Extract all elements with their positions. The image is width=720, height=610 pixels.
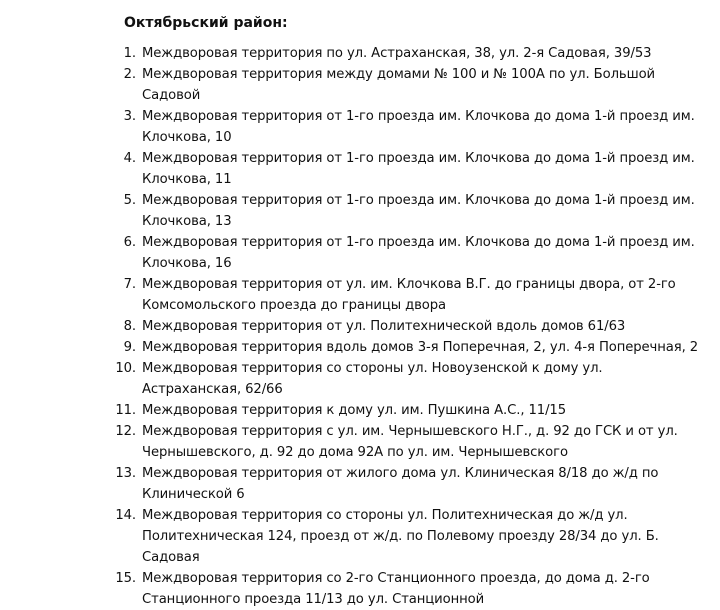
item-text: Междворовая территория со стороны ул. Новоузенской к дому ул. Астраханская, 62/66 <box>142 361 603 397</box>
item-text: Междворовая территория по ул. Астраханская, 38, ул. 2-я Садовая, 39/53 <box>142 46 652 61</box>
territory-list <box>0 43 720 610</box>
item-text: Междворовая территория к дому ул. им. Пушкина А.С., 11/15 <box>142 403 567 418</box>
item-number: 4. <box>123 151 136 166</box>
item-text: Междворовая территория от ул. Политехнической вдоль домов 61/63 <box>142 319 626 334</box>
item-number: 10. <box>115 361 136 376</box>
item-text: Междворовая территория от 1-го проезда им. Клочкова до дома 1-й проезд им. Клочкова, 16 <box>142 235 695 271</box>
item-text: Междворовая территория от 1-го проезда им. Клочкова до дома 1-й проезд им. Клочкова, 10 <box>142 109 695 145</box>
item-text: Междворовая территория вдоль домов 3-я Поперечная, 2, ул. 4-я Поперечная, 2 <box>142 340 699 355</box>
item-number: 2. <box>123 67 136 82</box>
item-text: Междворовая территория между домами № 100 и № 100А по ул. Большой Садовой <box>142 67 656 103</box>
list-item <box>0 463 720 505</box>
item-number: 3. <box>123 109 136 124</box>
list-item <box>0 568 720 610</box>
list-item <box>0 106 720 148</box>
item-text: Междворовая территория от жилого дома ул. Клиническая 8/18 до ж/д по Клинической 6 <box>142 466 659 502</box>
list-item <box>0 64 720 106</box>
list-item <box>0 505 720 568</box>
item-number: 15. <box>115 571 136 586</box>
item-number: 13. <box>115 466 136 481</box>
item-text: Междворовая территория от ул. им. Клочкова В.Г. до границы двора, от 2-го Комсомольского проезда до границы двора <box>142 277 676 313</box>
item-text: Междворовая территория от 1-го проезда им. Клочкова до дома 1-й проезд им. Клочкова, 13 <box>142 193 695 229</box>
item-number: 7. <box>123 277 136 292</box>
item-number: 1. <box>123 46 136 61</box>
list-item <box>0 190 720 232</box>
item-text: Междворовая территория от 1-го проезда им. Клочкова до дома 1-й проезд им. Клочкова, 11 <box>142 151 695 187</box>
item-number: 12. <box>115 424 136 439</box>
item-number: 5. <box>123 193 136 208</box>
list-item <box>0 421 720 463</box>
list-item <box>0 232 720 274</box>
list-item <box>0 148 720 190</box>
list-item <box>0 43 720 64</box>
list-item <box>0 274 720 316</box>
item-number: 9. <box>123 340 136 355</box>
district-heading: Октябрьский район: <box>124 15 288 31</box>
item-text: Междворовая территория с ул. им. Чернышевского Н.Г., д. 92 до ГСК и от ул. Чернышевского, д. 92 до дома 92А по ул. им. Чернышевского <box>142 424 678 460</box>
list-item <box>0 400 720 421</box>
item-number: 6. <box>123 235 136 250</box>
item-text: Междворовая территория со 2-го Станционного проезда, до дома д. 2-го Станционного проезда 11/13 до ул. Станционной <box>142 571 650 607</box>
item-text: Междворовая территория со стороны ул. Политехническая до ж/д ул. Политехническая 124, проезд от ж/д. по Полевому проезду 28/34 до ул. Б. Садовая <box>142 508 659 565</box>
list-item <box>0 337 720 358</box>
item-number: 14. <box>115 508 136 523</box>
list-item <box>0 316 720 337</box>
item-number: 8. <box>123 319 136 334</box>
list-item <box>0 358 720 400</box>
item-number: 11. <box>115 403 136 418</box>
